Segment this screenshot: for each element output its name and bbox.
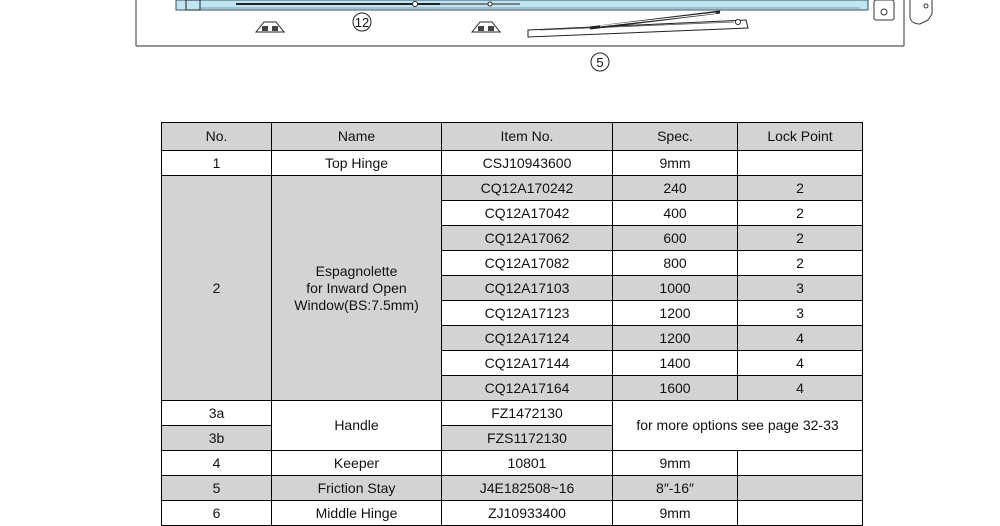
table-row	[162, 476, 863, 501]
cell-item-no: CQ12A17144	[442, 351, 613, 376]
cell-spec: 600	[613, 226, 738, 251]
cell-lock-point: 4	[738, 351, 863, 376]
cell-spec: 240	[613, 176, 738, 201]
cell-item-no: CQ12A170242	[442, 176, 613, 201]
cell-spec: 800	[613, 251, 738, 276]
name-line: Espagnolette	[315, 262, 398, 279]
name-line: Window(BS:7.5mm)	[294, 296, 419, 313]
cell-spec: 1600	[613, 376, 738, 401]
cell-spec: 8″-16″	[613, 476, 738, 501]
table-row	[162, 501, 863, 526]
callout-5	[591, 53, 609, 71]
cell-item-no: J4E182508~16	[442, 476, 613, 501]
table-header-row	[162, 123, 863, 151]
cell-name: Middle Hinge	[272, 501, 442, 526]
cell-lock-point: 3	[738, 276, 863, 301]
cell-item-no: CQ12A17103	[442, 276, 613, 301]
cell-item-no: CQ12A17062	[442, 226, 613, 251]
friction-stay-icon	[528, 12, 748, 37]
header-no: No.	[162, 123, 272, 151]
header-lock-point: Lock Point	[738, 123, 863, 151]
cell-name-espagnolette	[272, 176, 442, 401]
cell-item-no: ZJ10933400	[442, 501, 613, 526]
table-row	[162, 401, 863, 426]
cell-no: 6	[162, 501, 272, 526]
callout-12-label: 12	[354, 15, 370, 30]
callout-12	[353, 13, 371, 31]
cell-lock-point	[738, 451, 863, 476]
cell-no: 4	[162, 451, 272, 476]
cell-lock-point	[738, 476, 863, 501]
cell-no: 3b	[162, 426, 272, 451]
cell-spec: 1200	[613, 301, 738, 326]
cell-item-no: CQ12A17082	[442, 251, 613, 276]
cell-item-no: CQ12A17042	[442, 201, 613, 226]
cell-no: 3a	[162, 401, 272, 426]
window-glass-pane	[176, 0, 868, 10]
header-name: Name	[272, 123, 442, 151]
cell-spec: 1400	[613, 351, 738, 376]
cell-options-note: for more options see page 32-33	[613, 401, 863, 451]
cell-spec: 1000	[613, 276, 738, 301]
cell-no: 1	[162, 151, 272, 176]
cell-name: Top Hinge	[272, 151, 442, 176]
keeper-left-icon	[256, 22, 284, 32]
cell-lock-point: 2	[738, 176, 863, 201]
cell-lock-point	[738, 151, 863, 176]
cell-spec: 1200	[613, 326, 738, 351]
cell-spec: 9mm	[613, 151, 738, 176]
keeper-right-icon	[472, 22, 500, 32]
cell-lock-point: 3	[738, 301, 863, 326]
cell-item-no: FZ1472130	[442, 401, 613, 426]
cell-item-no: CSJ10943600	[442, 151, 613, 176]
cell-spec: 9mm	[613, 451, 738, 476]
cell-lock-point: 2	[738, 251, 863, 276]
cell-name: Keeper	[272, 451, 442, 476]
cell-lock-point: 2	[738, 226, 863, 251]
cell-item-no: CQ12A17124	[442, 326, 613, 351]
cell-name: Friction Stay	[272, 476, 442, 501]
window-hardware-diagram	[0, 0, 1000, 80]
cell-spec: 9mm	[613, 501, 738, 526]
header-spec: Spec.	[613, 123, 738, 151]
cell-no: 2	[162, 176, 272, 401]
cell-item-no: CQ12A17164	[442, 376, 613, 401]
name-line: for Inward Open	[306, 279, 407, 296]
cell-lock-point: 4	[738, 326, 863, 351]
cell-name: Handle	[272, 401, 442, 451]
table-row	[162, 176, 863, 201]
cell-lock-point: 2	[738, 201, 863, 226]
cell-lock-point: 4	[738, 376, 863, 401]
cell-item-no: CQ12A17123	[442, 301, 613, 326]
cell-item-no: 10801	[442, 451, 613, 476]
cell-no: 5	[162, 476, 272, 501]
parts-table	[161, 122, 863, 526]
cell-item-no: FZS1172130	[442, 426, 613, 451]
side-bracket-icon	[874, 0, 932, 24]
cell-lock-point	[738, 501, 863, 526]
header-item-no: Item No.	[442, 123, 613, 151]
table-row	[162, 451, 863, 476]
callout-5-label: 5	[596, 55, 604, 70]
table-row	[162, 151, 863, 176]
cell-spec: 400	[613, 201, 738, 226]
